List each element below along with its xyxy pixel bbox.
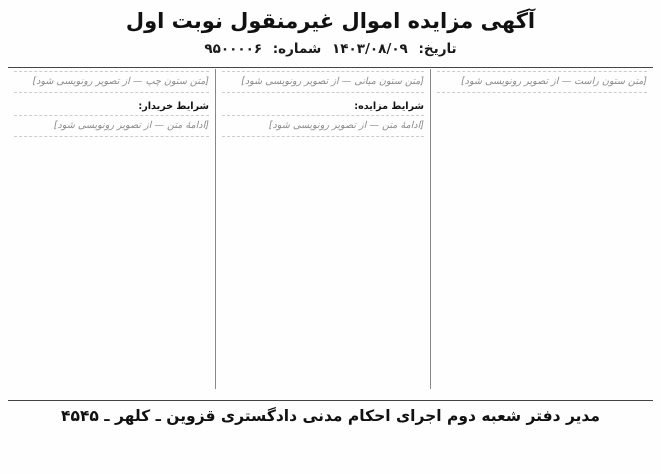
footer-signature: مدیر دفتر شعبه دوم اجرای احکام مدنی دادگستری قزوین ـ کلهر ـ ۴۵۴۵ [61, 406, 600, 425]
body-paragraph: [ادامهٔ متن — از تصویر رونویسی شود] [222, 115, 424, 137]
section-heading: شرایط مزایده: [354, 101, 424, 112]
section-heading: شرایط خریدار: [138, 101, 209, 112]
number-value: ۹۵۰۰۰۰۶ [204, 41, 263, 57]
body-paragraph: [متن ستون میانی — از تصویر رونویسی شود] [222, 71, 424, 93]
number-label: شماره: [272, 41, 322, 57]
notice-header [8, 6, 653, 68]
column-middle [215, 69, 430, 389]
body-paragraph: [متن ستون چپ — از تصویر رونویسی شود] [14, 71, 209, 93]
date-label: تاریخ: [418, 41, 457, 57]
column-right [430, 69, 653, 389]
notice-footer [8, 400, 653, 430]
body-paragraph: [متن ستون راست — از تصویر رونویسی شود] [437, 71, 647, 93]
column-left [8, 69, 215, 389]
notice-columns [8, 69, 653, 389]
notice-dateline [8, 36, 653, 62]
body-paragraph: [ادامهٔ متن — از تصویر رونویسی شود] [14, 115, 209, 137]
notice-title: آگهی مزایده اموال غیرمنقول نوبت اول [125, 9, 536, 33]
date-value: ۱۴۰۳/۰۸/۰۹ [332, 41, 408, 57]
